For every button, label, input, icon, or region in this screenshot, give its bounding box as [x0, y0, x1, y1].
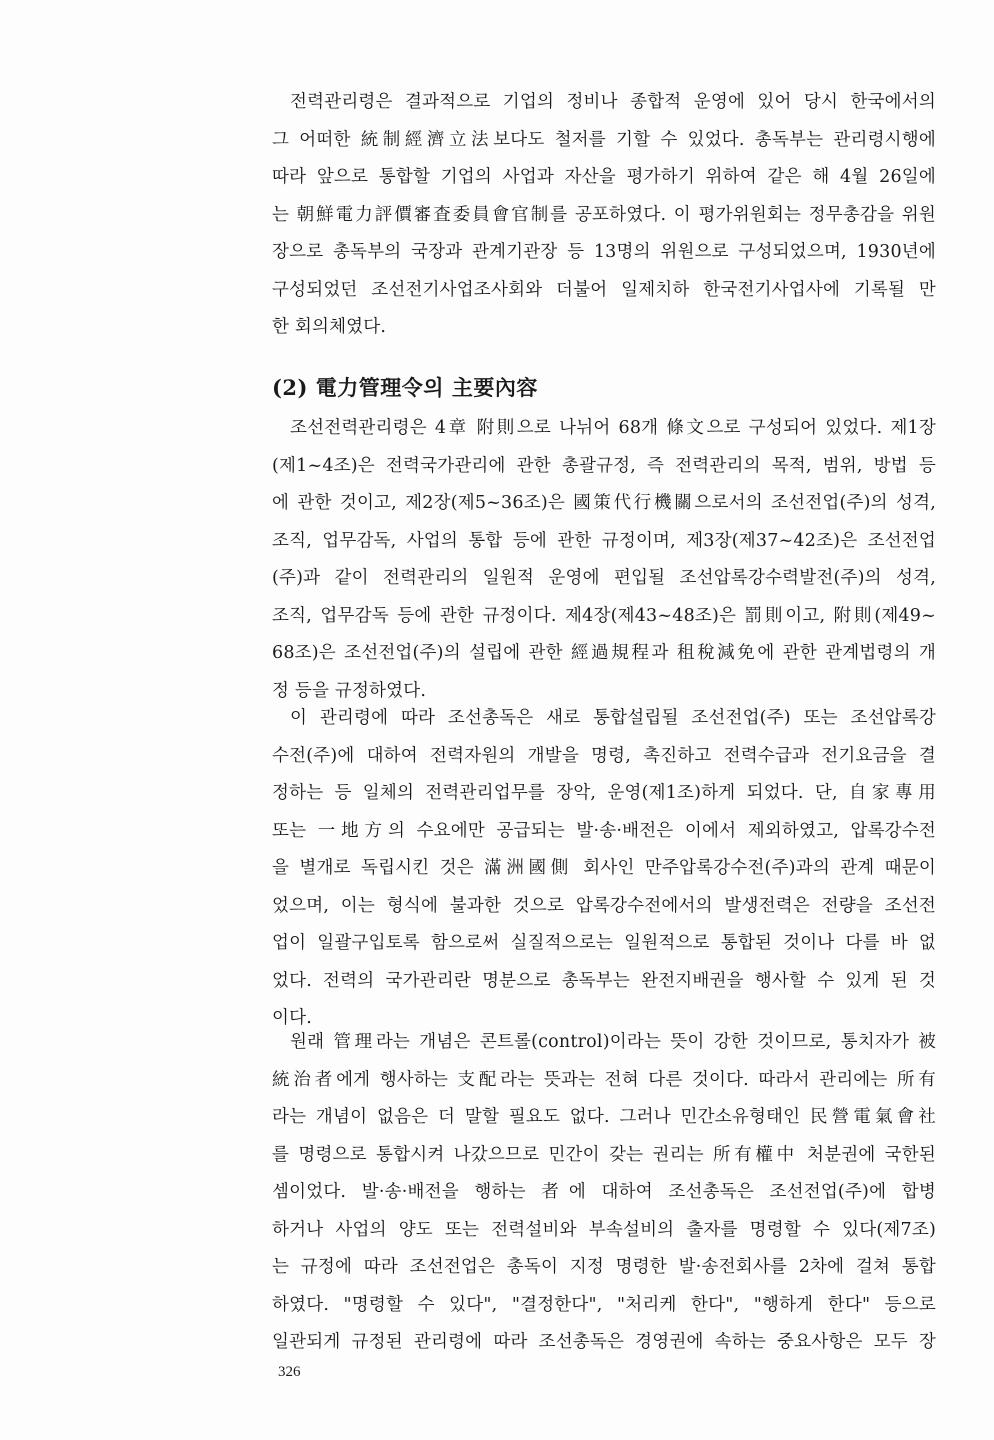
text-line: 원래 管理라는 개념은 콘트롤(control)이라는 뜻이 강한 것이므로, 통치자가 被: [290, 1032, 936, 1052]
text-line: 전력관리령은 결과적으로 기업의 정비나 종합적 운영에 있어 당시 한국에서의: [290, 92, 936, 112]
paragraph-1: [272, 84, 936, 347]
text-line: 일관되게 규정된 관리령에 따라 조선총독은 경영권에 속하는 중요사항은 모두 장: [272, 1332, 936, 1352]
text-line: 統治者에게 행사하는 支配라는 뜻과는 전혀 다른 것이다. 따라서 관리에는 所有: [272, 1069, 936, 1090]
text-line: 었으며, 이는 형식에 불과한 것으로 압록강수전에서의 발생전력은 전량을 조선전: [272, 895, 936, 916]
paragraph-4: [272, 1024, 936, 1362]
text-line: 하였다. "명령할 수 있다", "결정한다", "처리케 한다", "행하게 한다" 등으로: [272, 1294, 936, 1315]
paragraph-2: [272, 410, 936, 710]
text-line: 장으로 총독부의 국장과 관계기관장 등 13명의 위원으로 구성되었으며, 1930년에: [272, 242, 936, 262]
text-line: 따라 앞으로 통합할 기업의 사업과 자산을 평가하기 위하여 같은 해 4월 26일에: [272, 167, 936, 187]
text-line: 조선전력관리령은 4章 附則으로 나뉘어 68개 條文으로 구성되어 있었다. 제1장: [290, 418, 936, 438]
text-line: 에 관한 것이고, 제2장(제5~36조)은 國策代行機關으로서의 조선전업(주)의 성격,: [272, 493, 936, 513]
text-line: 조직, 업무감독, 사업의 통합 등에 관한 규정이며, 제3장(제37~42조)은 조선전업: [272, 530, 936, 551]
text-line: 구성되었던 조선전기사업조사회와 더불어 일제치하 한국전기사업사에 기록될 만: [272, 279, 936, 300]
page-number: 326: [278, 1364, 301, 1380]
text-line: 그 어떠한 統制經濟立法보다도 철저를 기할 수 있었다. 총독부는 관리령시행에: [272, 129, 936, 150]
text-line: 또는 一地方의 수요에만 공급되는 발·송·배전은 이에서 제외하였고, 압록강수전: [272, 820, 936, 841]
text-line: 업이 일괄구입토록 함으로써 실질적으로는 일원적으로 통합된 것이나 다를 바 없: [272, 933, 936, 953]
text-line: (주)과 같이 전력관리의 일원적 운영에 편입될 조선압록강수력발전(주)의 성격,: [272, 568, 936, 588]
text-line: 정하는 등 일체의 전력관리업무를 장악, 운영(제1조)하게 되었다. 단, 自家專用: [272, 783, 936, 803]
text-line: 를 명령으로 통합시켜 나갔으므로 민간이 갖는 권리는 所有權中 처분권에 국한된: [272, 1144, 936, 1165]
text-line: 정 등을 규정하였다.: [272, 680, 427, 701]
text-line: 조직, 업무감독 등에 관한 규정이다. 제4장(제43~48조)은 罰則이고, 附則(제49~: [272, 605, 936, 626]
text-line: 는 朝鮮電力評價審査委員會官制를 공포하였다. 이 평가위원회는 정무총감을 위원: [272, 204, 936, 225]
text-line: 는 규정에 따라 조선전업은 총독이 지정 명령한 발·송전회사를 2차에 걸쳐 통합: [272, 1257, 936, 1277]
text-line: 이 관리령에 따라 조선총독은 새로 통합설립될 조선전업(주) 또는 조선압록강: [290, 708, 936, 728]
section-heading: (2) 電力管理令의 主要內容: [272, 375, 538, 400]
text-line: 한 회의체였다.: [272, 317, 387, 337]
text-line: 라는 개념이 없음은 더 말할 필요도 없다. 그러나 민간소유형태인 民營電氣會社: [272, 1107, 936, 1127]
text-line: 이다.: [272, 1008, 312, 1028]
text-line: 하거나 사업의 양도 또는 전력설비와 부속설비의 출자를 명령할 수 있다(제7조): [272, 1219, 936, 1240]
text-line: (제1~4조)은 전력국가관리에 관한 총괄규정, 즉 전력관리의 목적, 범위, 방법 등: [272, 455, 936, 476]
text-line: 을 별개로 독립시킨 것은 滿洲國側 회사인 만주압록강수전(주)과의 관계 때문이: [272, 858, 936, 878]
text-line: 수전(주)에 대하여 전력자원의 개발을 명령, 촉진하고 전력수급과 전기요금을 결: [272, 745, 936, 766]
text-line: 었다. 전력의 국가관리란 명분으로 총독부는 완전지배권을 행사할 수 있게 된 것: [272, 970, 936, 991]
text-line: 셈이었다. 발·송·배전을 행하는 者에 대하여 조선총독은 조선전업(주)에 합병: [272, 1182, 936, 1202]
paragraph-3: [272, 700, 936, 1038]
text-line: 68조)은 조선전업(주)의 설립에 관한 經過規程과 租稅減免에 관한 관계법령의 개: [272, 643, 936, 663]
